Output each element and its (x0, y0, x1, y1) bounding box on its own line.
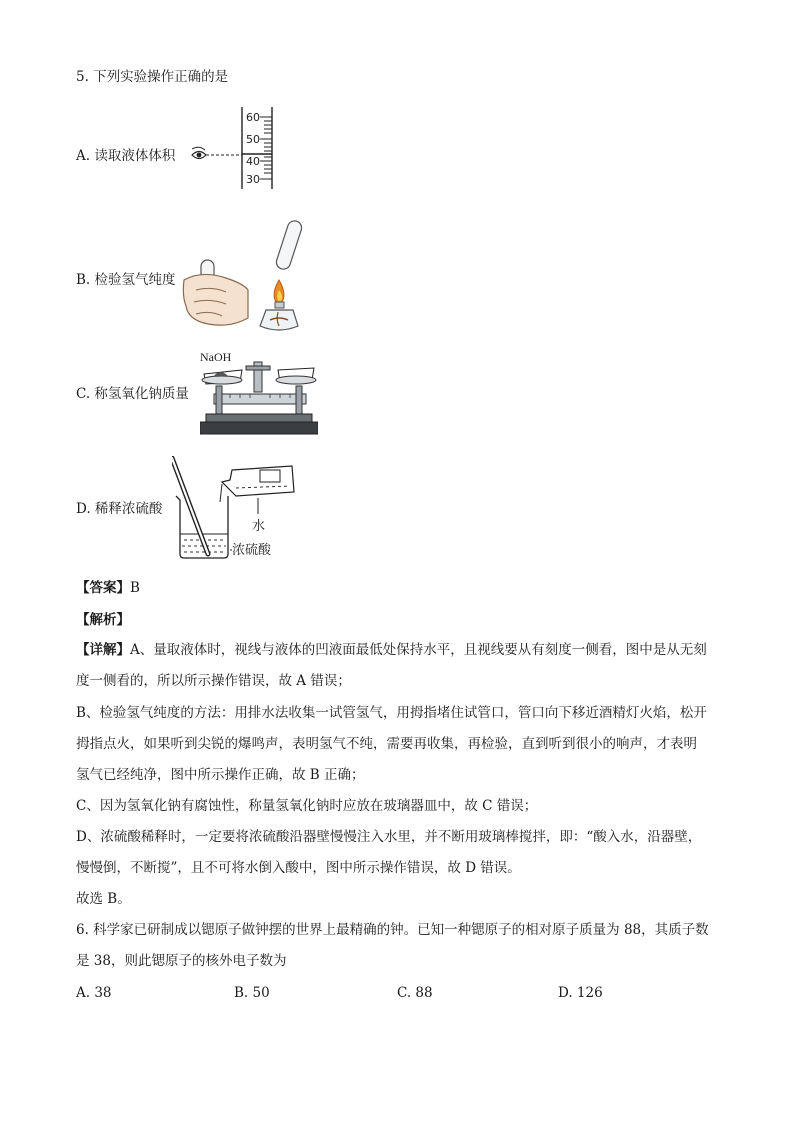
tick-60: 60 (246, 111, 260, 124)
choice-d: D. 126 (558, 985, 603, 1001)
option-d-label: D. 稀释浓硫酸 (76, 501, 163, 517)
option-c-label: C. 称氢氧化钠质量 (76, 386, 189, 402)
figure-diluting-acid (172, 456, 302, 560)
acid-label: 浓硫酸 (232, 543, 272, 558)
tick-50: 50 (246, 133, 260, 146)
analysis-line-4: 拇指点火，如果听到尖锐的爆鸣声，表明氢气不纯，需要再收集，再检验，直到听到很小的响声，才表明 (76, 736, 697, 752)
option-a-label: A. 读取液体体积 (76, 148, 176, 164)
analysis-line-6: C、因为氢氧化钠有腐蚀性，称量氢氧化钠时应放在玻璃器皿中，故 C 错误； (76, 798, 538, 814)
analysis-tag: 【解析】 (76, 612, 130, 628)
question-6-line-2: 是 38，则此锶原子的核外电子数为 (76, 953, 287, 969)
analysis-line-3: B、检验氢气纯度的方法：用排水法收集一试管氢气，用拇指堵住试管口，管口向下移近酒精灯火焰，松开 (76, 705, 707, 721)
figure-hydrogen-purity-test (182, 220, 318, 336)
answer-value: B (130, 580, 140, 596)
eye-icon (192, 147, 206, 158)
tick-40: 40 (246, 155, 260, 168)
question-5-stem: 5. 下列实验操作正确的是 (76, 69, 229, 85)
figure-balance (200, 348, 318, 436)
analysis-line-5: 氢气已经纯净，图中所示操作正确，故 B 正确； (76, 767, 365, 783)
water-label: 水 (252, 519, 266, 534)
tick-30: 30 (246, 173, 260, 186)
analysis-text-1: A、量取液体时，视线与液体的凹液面最低处保持水平，且视线要从有刻度一侧看，图中是从无刻 (130, 642, 707, 658)
analysis-line-8: 慢慢倒，不断搅”，且不可将水倒入酸中，图中所示操作错误，故 D 错误。 (76, 860, 521, 876)
analysis-line-2: 度一侧看的，所以所示操作错误，故 A 错误； (76, 673, 351, 689)
answer-tag: 【答案】 (76, 580, 130, 596)
question-6-line-1: 6. 科学家已研制成以锶原子做钟摆的世界上最精确的钟。已知一种锶原子的相对原子质量为 88，其质子数 (76, 922, 709, 938)
figure-reading-cylinder (190, 107, 290, 191)
choice-a: A. 38 (76, 985, 112, 1001)
naoh-label: NaOH (200, 350, 232, 364)
detail-tag: 【详解】 (76, 642, 130, 658)
choice-b: B. 50 (234, 985, 270, 1001)
option-b-label: B. 检验氢气纯度 (76, 272, 176, 288)
analysis-line-1 (76, 642, 707, 658)
analysis-line-7: D、浓硫酸稀释时，一定要将浓硫酸沿器壁慢慢注入水里，并不断用玻璃棒搅拌，即：“酸入水，沿器壁， (76, 829, 702, 845)
choice-c: C. 88 (397, 985, 433, 1001)
answer-line (76, 580, 140, 596)
analysis-line-9: 故选 B。 (76, 891, 131, 907)
